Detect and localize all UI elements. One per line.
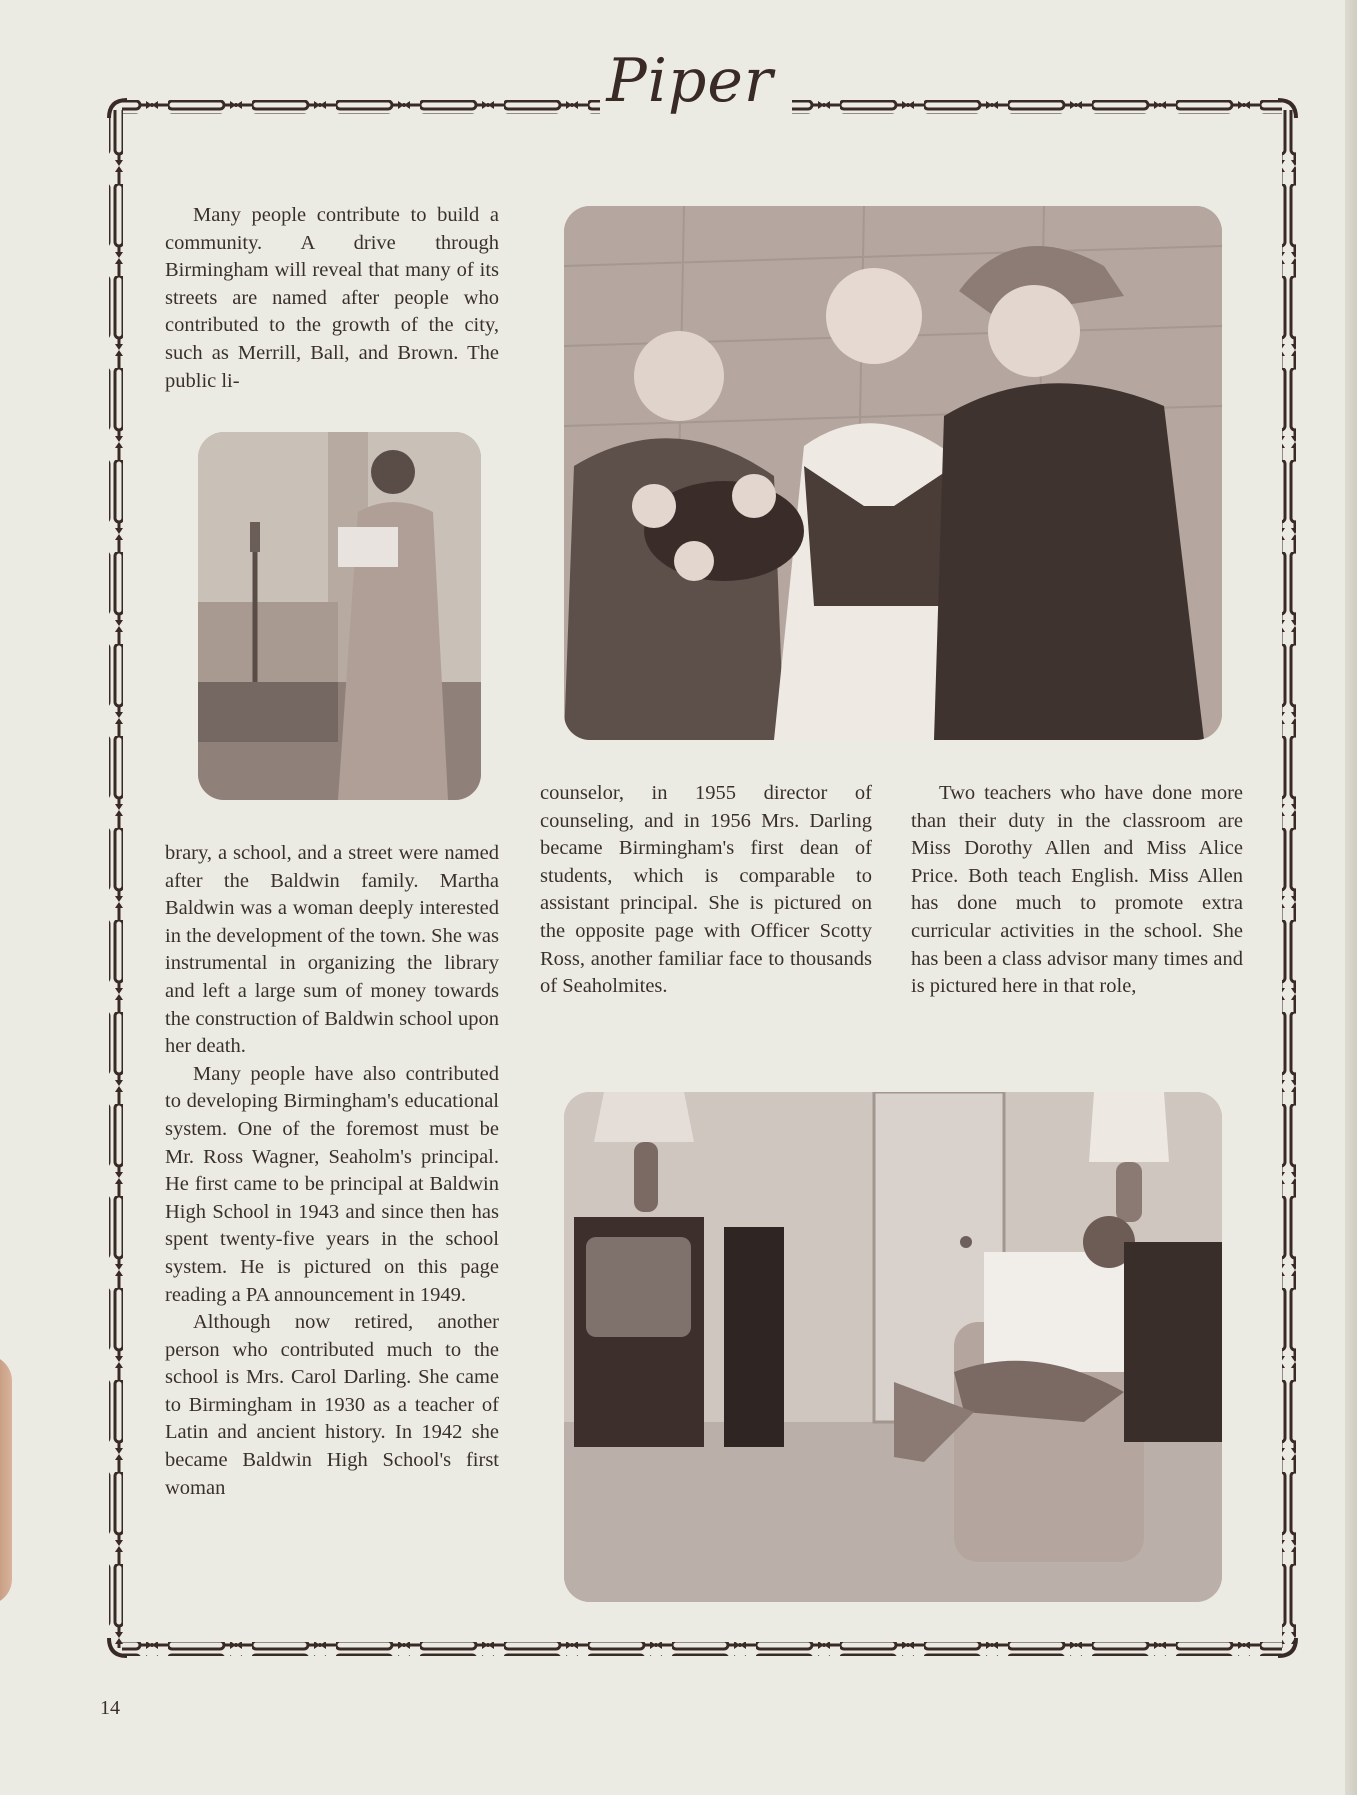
paragraph-baldwin: brary, a school, and a street were named after the Baldwin family. Martha Baldwin was a woman deeply interested in the development of the town. She was instrumental in organizing the library and left a large sum of money towards the construction of Baldwin school upon her death. [165, 842, 499, 1058]
paragraph-intro: Many people contribute to build a community. A drive through Birmingham will reveal that many of its streets are named after people who contributed to the growth of the city, such as Merrill, Ball, and Brown. The public li- [165, 204, 499, 392]
text-column-right [911, 780, 1243, 1001]
paragraph-wagner: Many people have also contributed to developing Birmingham's educational system. One of the foremost must be Mr. Ross Wagner, Seaholm's principal. He first came to be principal at Baldwin High School in 1943 and since then has spent twenty-five years in the school system. He is pictured on this page reading a PA announcement in 1949. [165, 1062, 499, 1306]
text-column-left-top [165, 202, 499, 395]
page-number: 14 [100, 1697, 120, 1719]
paragraph-darling: Although now retired, another person who contributed much to the school is Mrs. Carol Darling. She came to Birmingham in 1930 as a teacher of Latin and ancient history. In 1942 she became Baldwin High School's first woman [165, 1311, 499, 1499]
photo-three-people-ball [564, 206, 1222, 740]
paragraph-counselor: counselor, in 1955 director of counseling, and in 1956 Mrs. Darling became Birmingham's first dean of students, which is comparable to assistant principal. She is pictured on the opposite page with Officer Scotty Ross, another familiar face to thousands of Seaholmites. [540, 782, 872, 998]
paragraph-teachers: Two teachers who have done more than their duty in the classroom are Miss Dorothy Allen and Miss Alice Price. Both teach English. Miss Allen has done much to promote extra curricular activities in the school. She has been a class advisor many times and is pictured here in that role, [911, 782, 1243, 998]
photo-living-room-reading [564, 1092, 1222, 1602]
text-column-middle [540, 780, 872, 1001]
page-title: Piper [600, 46, 780, 116]
photo-pa-announcement [198, 432, 481, 800]
text-column-left-bottom [165, 840, 499, 1502]
